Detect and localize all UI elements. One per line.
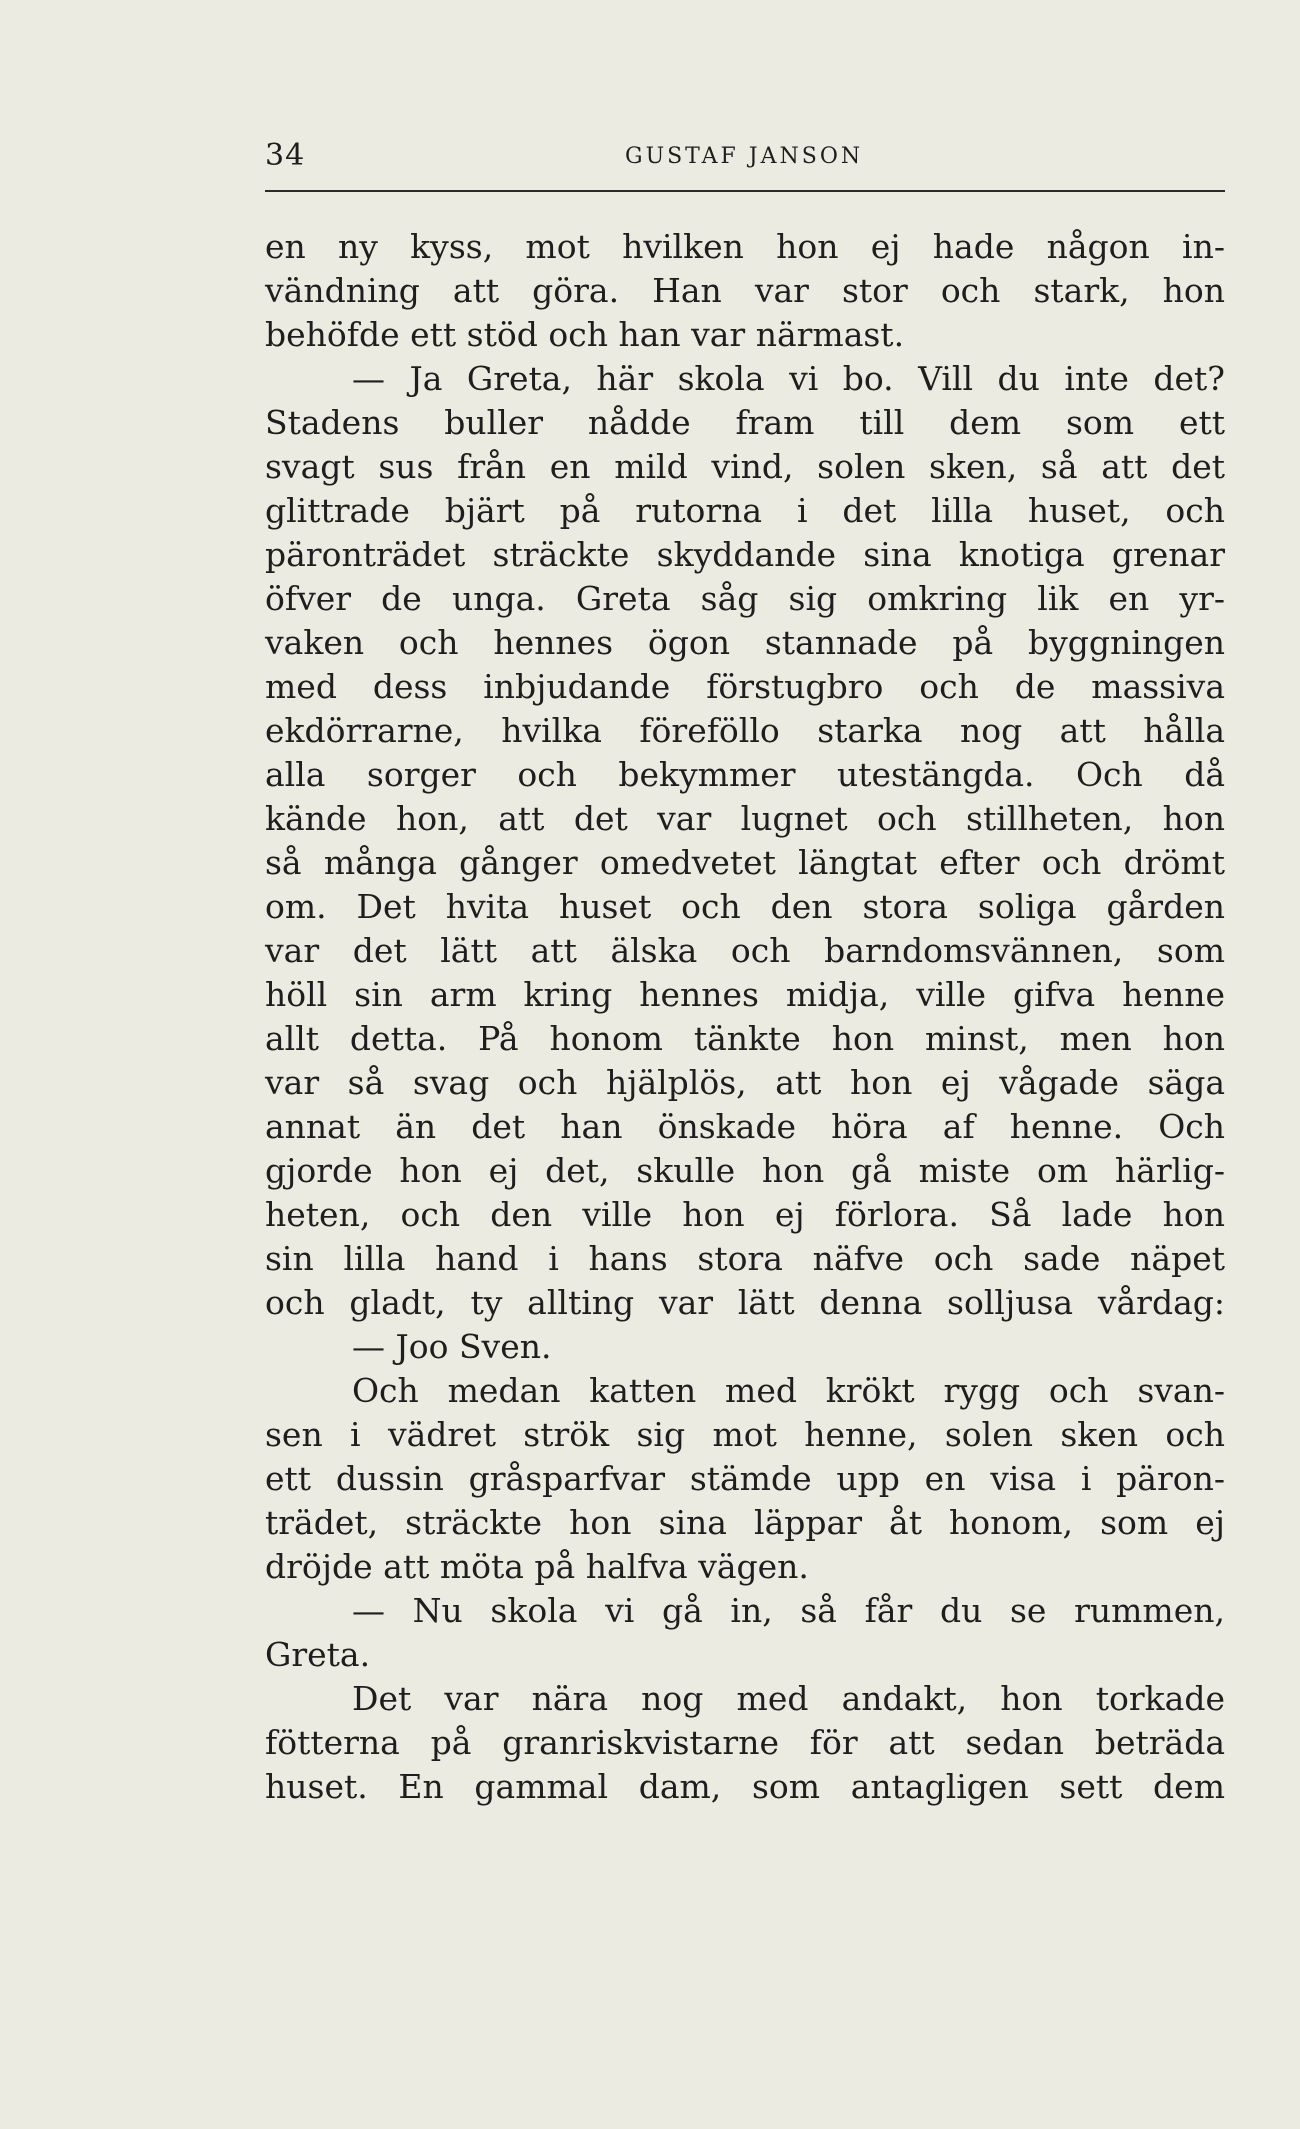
text-line: en ny kyss, mot hvilken hon ej hade någon in- xyxy=(265,227,1225,266)
text-line: sin lilla hand i hans stora näfve och sade näpet xyxy=(265,1239,1225,1278)
text-line: var så svag och hjälplös, att hon ej vågade säga xyxy=(265,1063,1225,1102)
text-line: sen i vädret strök sig mot henne, solen sken och xyxy=(265,1415,1225,1454)
text-line: allt detta. På honom tänkte hon minst, men hon xyxy=(265,1019,1225,1058)
text-line: ekdörrarne, hvilka föreföllo starka nog att hålla xyxy=(265,711,1225,750)
text-line: annat än det han önskade höra af henne. Och xyxy=(265,1107,1225,1146)
text-line: alla sorger och bekymmer utestängda. Och då xyxy=(265,755,1225,794)
page-number: 34 xyxy=(265,138,306,173)
text-line: Stadens buller nådde fram till dem som ett xyxy=(265,403,1225,442)
text-line: öfver de unga. Greta såg sig omkring lik en yr- xyxy=(265,579,1225,618)
text-line: gjorde hon ej det, skulle hon gå miste om härlig- xyxy=(265,1151,1225,1190)
text-line: heten, och den ville hon ej förlora. Så lade hon xyxy=(265,1195,1225,1234)
text-line: Greta. xyxy=(265,1635,371,1674)
text-line: vändning att göra. Han var stor och stark, hon xyxy=(265,271,1225,310)
text-line: ett dussin gråsparfvar stämde upp en visa i päron- xyxy=(265,1459,1225,1498)
text-line: höll sin arm kring hennes midja, ville gifva henne xyxy=(265,975,1225,1014)
text-line: Och medan katten med krökt rygg och svan- xyxy=(352,1371,1225,1410)
text-line: — Ja Greta, här skola vi bo. Vill du inte det? xyxy=(352,359,1225,398)
text-line: med dess inbjudande förstugbro och de massiva xyxy=(265,667,1225,706)
text-line: behöfde ett stöd och han var närmast. xyxy=(265,315,905,354)
text-line: glittrade bjärt på rutorna i det lilla huset, och xyxy=(265,491,1225,530)
text-line: och gladt, ty allting var lätt denna solljusa vårdag: xyxy=(265,1283,1225,1322)
text-line: trädet, sträckte hon sina läppar åt honom, som ej xyxy=(265,1503,1225,1542)
page-header xyxy=(265,138,1225,178)
text-line: så många gånger omedvetet längtat efter och drömt xyxy=(265,843,1225,882)
text-line: — Joo Sven. xyxy=(352,1327,552,1366)
text-line: om. Det hvita huset och den stora soliga gården xyxy=(265,887,1225,926)
header-rule xyxy=(265,190,1225,192)
text-line: dröjde att möta på halfva vägen. xyxy=(265,1547,809,1586)
text-line: päronträdet sträckte skyddande sina knotiga grenar xyxy=(265,535,1225,574)
text-line: kände hon, att det var lugnet och stillheten, hon xyxy=(265,799,1225,838)
text-line: svagt sus från en mild vind, solen sken, så att det xyxy=(265,447,1225,486)
text-line: — Nu skola vi gå in, så får du se rummen, xyxy=(352,1591,1225,1630)
body-text xyxy=(265,225,1225,1809)
text-line: var det lätt att älska och barndomsvännen, som xyxy=(265,931,1225,970)
running-head: GUSTAF JANSON xyxy=(625,144,864,169)
text-line: huset. En gammal dam, som antagligen sett dem xyxy=(265,1767,1225,1806)
text-line: fötterna på granriskvistarne för att sedan beträda xyxy=(265,1723,1225,1762)
text-line: Det var nära nog med andakt, hon torkade xyxy=(352,1679,1225,1718)
text-line: vaken och hennes ögon stannade på byggningen xyxy=(265,623,1225,662)
